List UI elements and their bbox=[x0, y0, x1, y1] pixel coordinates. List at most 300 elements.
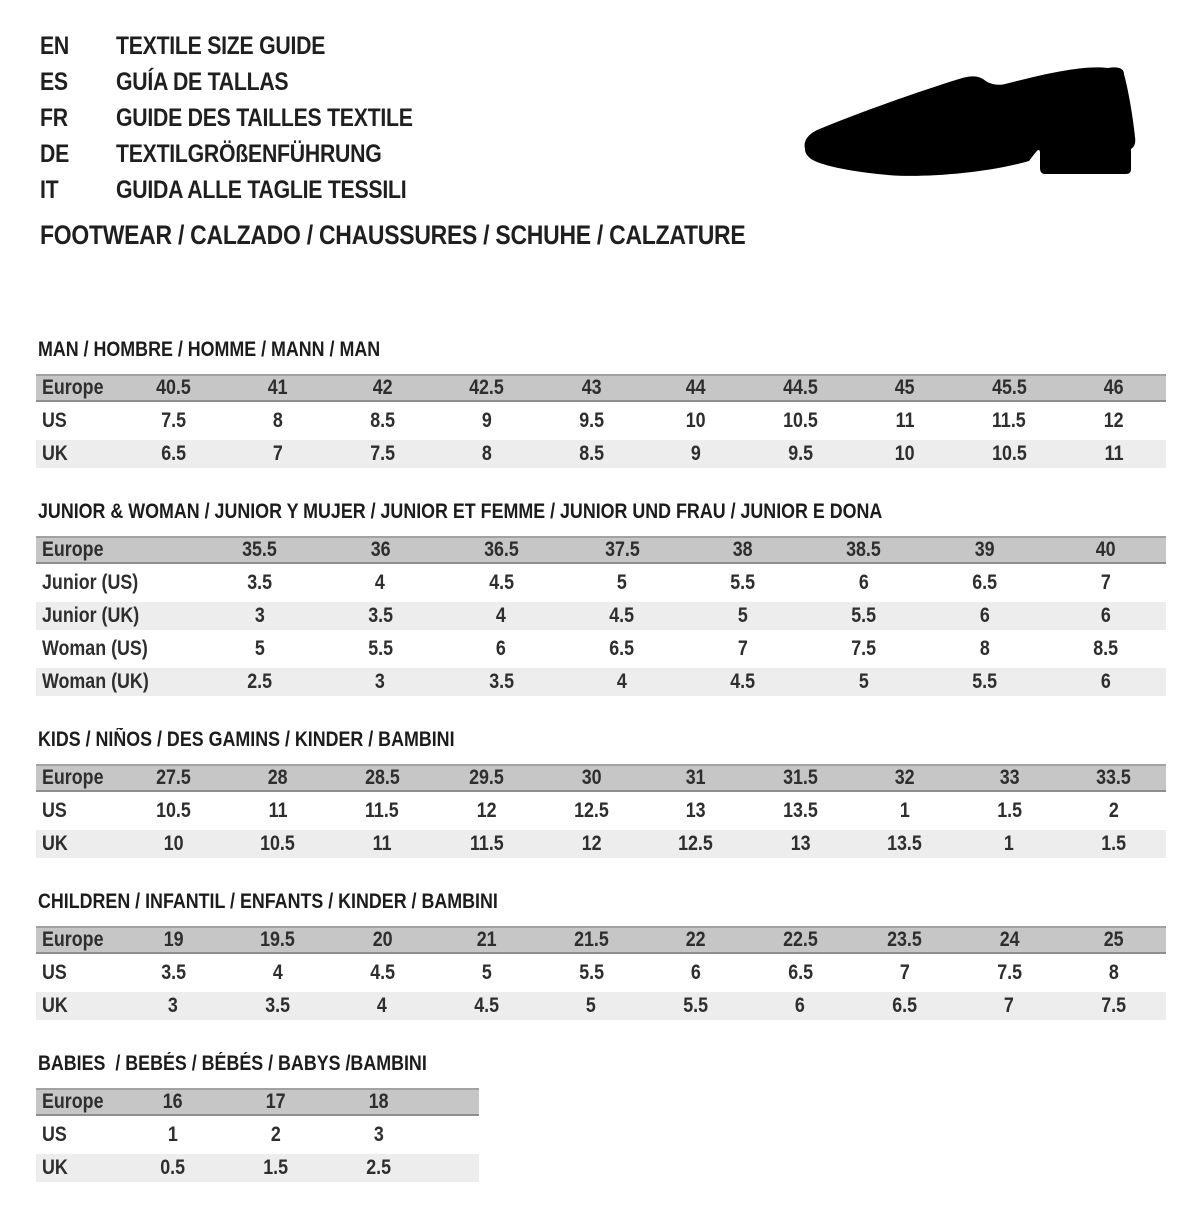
size-table-section-children bbox=[36, 890, 1166, 1020]
size-cell-text: 9 bbox=[690, 442, 701, 465]
table-header-row bbox=[36, 1088, 479, 1116]
size-cell-text: 46 bbox=[1103, 376, 1124, 399]
size-cell-text: 1 bbox=[899, 799, 910, 822]
size-cell bbox=[853, 376, 958, 400]
row-label bbox=[36, 994, 121, 1018]
size-cell bbox=[121, 409, 226, 433]
size-cell-text: 36.5 bbox=[483, 538, 519, 561]
size-cell bbox=[1062, 766, 1167, 790]
size-cell-text: 12.5 bbox=[678, 832, 714, 855]
row-label-text: Europe bbox=[42, 766, 104, 789]
size-cell-text: 30 bbox=[581, 766, 602, 789]
size-cell-text: 6 bbox=[496, 637, 507, 660]
size-cell bbox=[853, 409, 958, 433]
row-label bbox=[36, 637, 199, 661]
size-cell-text: 2 bbox=[1108, 799, 1119, 822]
size-cell bbox=[330, 928, 435, 952]
language-code bbox=[40, 68, 116, 97]
size-cell bbox=[199, 604, 320, 628]
size-cell-text: 10.5 bbox=[991, 442, 1027, 465]
language-list bbox=[40, 28, 465, 208]
size-cell bbox=[121, 376, 226, 400]
size-cell-text: 1.5 bbox=[263, 1156, 288, 1179]
language-code-text: DE bbox=[40, 139, 70, 168]
size-cell-text: 8 bbox=[1108, 961, 1119, 984]
size-cell bbox=[327, 1090, 430, 1114]
size-cell bbox=[441, 538, 562, 562]
size-cell bbox=[121, 994, 226, 1018]
language-label bbox=[116, 140, 428, 169]
size-cell bbox=[748, 409, 853, 433]
size-cell-text: 5 bbox=[858, 670, 869, 693]
size-cell bbox=[224, 1090, 327, 1114]
size-cell-text: 7.5 bbox=[996, 961, 1022, 984]
size-cell-text: 8 bbox=[481, 442, 492, 465]
size-cell bbox=[435, 766, 540, 790]
language-label-text: TEXTILGRÖßENFÜHRUNG bbox=[116, 139, 382, 168]
size-cell-text: 37.5 bbox=[604, 538, 640, 561]
size-cell-text: 7.5 bbox=[160, 409, 186, 432]
size-cell-text: 1 bbox=[1004, 832, 1015, 855]
size-cell-text: 5 bbox=[481, 961, 492, 984]
size-cell bbox=[644, 376, 749, 400]
size-cell-text: 7 bbox=[1100, 571, 1111, 594]
size-cell-text: 3.5 bbox=[367, 604, 393, 627]
size-cell bbox=[803, 670, 924, 694]
language-label-text: GUIDA ALLE TAGLIE TESSILI bbox=[116, 175, 407, 204]
table-row bbox=[36, 407, 1166, 435]
size-cell bbox=[320, 538, 441, 562]
row-label-text: UK bbox=[42, 1156, 68, 1179]
size-cell-text: 23.5 bbox=[887, 928, 923, 951]
row-label-text: US bbox=[42, 799, 67, 822]
size-cell-text: 3.5 bbox=[265, 994, 291, 1017]
language-row bbox=[40, 100, 465, 136]
size-cell-text: 19 bbox=[163, 928, 184, 951]
table-header-row bbox=[36, 926, 1166, 954]
size-cell bbox=[957, 409, 1062, 433]
size-cell bbox=[853, 799, 958, 823]
size-cell-text: 10 bbox=[163, 832, 184, 855]
size-cell bbox=[226, 961, 331, 985]
row-label bbox=[36, 409, 121, 433]
section-title bbox=[38, 500, 1166, 523]
size-cell-text: 10 bbox=[685, 409, 706, 432]
size-cell bbox=[644, 799, 749, 823]
language-code bbox=[40, 32, 116, 61]
size-cell bbox=[683, 670, 804, 694]
size-cell-text: 25 bbox=[1103, 928, 1124, 951]
size-cell-text: 11.5 bbox=[365, 799, 400, 822]
size-cell-text: 42 bbox=[372, 376, 393, 399]
size-cell bbox=[1062, 928, 1167, 952]
size-cell-text: 3 bbox=[375, 670, 386, 693]
row-label-text: US bbox=[42, 961, 67, 984]
size-cell-text: 5.5 bbox=[851, 604, 877, 627]
size-cell-text: 1.5 bbox=[1101, 832, 1127, 855]
size-cell bbox=[1062, 442, 1167, 466]
size-cell bbox=[121, 928, 226, 952]
row-label-text: UK bbox=[42, 994, 68, 1017]
row-label bbox=[36, 1090, 121, 1114]
size-cell-text: 45.5 bbox=[991, 376, 1027, 399]
size-cell-text: 1.5 bbox=[996, 799, 1022, 822]
size-cell bbox=[683, 604, 804, 628]
size-cell bbox=[683, 538, 804, 562]
size-cell-text: 12 bbox=[581, 832, 602, 855]
size-table-section-junior-woman bbox=[36, 500, 1166, 696]
size-cell-text: 5 bbox=[254, 637, 265, 660]
size-cell-text: 13.5 bbox=[887, 832, 923, 855]
size-cell-text: 38 bbox=[733, 538, 753, 561]
size-cell bbox=[853, 994, 958, 1018]
size-cell bbox=[224, 1156, 327, 1180]
size-cell bbox=[539, 409, 644, 433]
size-cell-text: 4.5 bbox=[474, 994, 500, 1017]
row-label-text: Europe bbox=[42, 928, 104, 951]
size-cell-text: 20 bbox=[372, 928, 393, 951]
size-cell bbox=[924, 538, 1045, 562]
size-cell-text: 11 bbox=[268, 799, 288, 822]
size-cell bbox=[539, 994, 644, 1018]
category-line-text: FOOTWEAR / CALZADO / CHAUSSURES / SCHUHE / CALZATURE bbox=[40, 220, 746, 250]
size-cell-text: 5.5 bbox=[972, 670, 998, 693]
size-cell bbox=[957, 376, 1062, 400]
size-cell bbox=[226, 409, 331, 433]
size-cell bbox=[1062, 409, 1167, 433]
size-cell bbox=[924, 604, 1045, 628]
size-cell-text: 2.5 bbox=[247, 670, 272, 693]
table-row bbox=[36, 602, 1166, 630]
row-label bbox=[36, 928, 121, 952]
size-cell bbox=[924, 637, 1045, 661]
size-cell-text: 5 bbox=[586, 994, 597, 1017]
size-cell bbox=[330, 376, 435, 400]
size-cell bbox=[121, 1090, 224, 1114]
row-label bbox=[36, 961, 121, 985]
size-cell bbox=[683, 637, 804, 661]
size-cell bbox=[330, 994, 435, 1018]
size-cell-text: 12.5 bbox=[573, 799, 609, 822]
size-cell-text: 9.5 bbox=[578, 409, 604, 432]
size-cell-text: 21 bbox=[476, 928, 497, 951]
size-cell bbox=[539, 961, 644, 985]
size-cell bbox=[748, 766, 853, 790]
language-row bbox=[40, 64, 465, 100]
section-title-text: CHILDREN / INFANTIL / ENFANTS / KINDER / BAMBINI bbox=[38, 890, 498, 913]
size-cell bbox=[435, 799, 540, 823]
size-cell-text: 8.5 bbox=[1093, 637, 1118, 660]
size-cell bbox=[539, 928, 644, 952]
table-row bbox=[36, 959, 1166, 987]
size-cell-text: 44.5 bbox=[782, 376, 818, 399]
size-cell-text: 13 bbox=[685, 799, 706, 822]
size-cell bbox=[327, 1156, 430, 1180]
size-cell-text: 38.5 bbox=[846, 538, 882, 561]
size-cell bbox=[1062, 994, 1167, 1018]
size-cell-text: 5.5 bbox=[730, 571, 756, 594]
table-row bbox=[36, 635, 1166, 663]
size-cell-text: 39 bbox=[974, 538, 995, 561]
row-label bbox=[36, 832, 121, 856]
size-cell-text: 5.5 bbox=[683, 994, 709, 1017]
size-cell-text: 4 bbox=[617, 670, 628, 693]
size-cell-text: 6 bbox=[979, 604, 990, 627]
size-cell bbox=[562, 637, 683, 661]
size-cell-text: 8 bbox=[272, 409, 283, 432]
size-cell-text: 10.5 bbox=[155, 799, 191, 822]
size-cell bbox=[748, 376, 853, 400]
size-cell-text: 4 bbox=[377, 994, 388, 1017]
size-cell bbox=[853, 928, 958, 952]
size-cell bbox=[924, 571, 1045, 595]
size-cell bbox=[1062, 376, 1167, 400]
table-row bbox=[36, 797, 1166, 825]
size-cell bbox=[562, 538, 683, 562]
size-cell bbox=[121, 832, 226, 856]
size-table-section-man bbox=[36, 338, 1166, 468]
size-table-section-babies bbox=[36, 1052, 1166, 1182]
language-code bbox=[40, 176, 116, 205]
size-cell-text: 11.5 bbox=[469, 832, 504, 855]
size-cell-text: 42.5 bbox=[469, 376, 505, 399]
size-cell bbox=[957, 832, 1062, 856]
table-header-row bbox=[36, 374, 1166, 402]
section-title bbox=[38, 728, 1166, 751]
table-row bbox=[36, 1121, 479, 1149]
size-cell-text: 44 bbox=[685, 376, 706, 399]
row-label bbox=[36, 538, 199, 562]
size-cell bbox=[644, 766, 749, 790]
size-cell-text: 7 bbox=[899, 961, 910, 984]
size-cell-text: 10.5 bbox=[782, 409, 818, 432]
section-title-text: KIDS / NIÑOS / DES GAMINS / KINDER / BAMBINI bbox=[38, 728, 455, 751]
size-cell-text: 31 bbox=[685, 766, 706, 789]
row-label bbox=[36, 571, 199, 595]
row-label-text: US bbox=[42, 409, 67, 432]
size-cell-text: 6 bbox=[795, 994, 806, 1017]
language-label-text: GUIDE DES TAILLES TEXTILE bbox=[116, 103, 413, 132]
size-cell-text: 29.5 bbox=[469, 766, 505, 789]
size-cell bbox=[853, 832, 958, 856]
size-cell bbox=[562, 670, 683, 694]
size-cell bbox=[121, 961, 226, 985]
size-cell-text: 4 bbox=[272, 961, 283, 984]
size-cell bbox=[199, 538, 320, 562]
size-cell-text: 21.5 bbox=[573, 928, 609, 951]
size-cell bbox=[441, 670, 562, 694]
size-cell-text: 6.5 bbox=[972, 571, 998, 594]
size-cell-text: 19.5 bbox=[260, 928, 296, 951]
size-cell-text: 11 bbox=[895, 409, 915, 432]
size-cell-text: 8 bbox=[979, 637, 990, 660]
size-cell bbox=[562, 571, 683, 595]
size-cell-text: 22.5 bbox=[782, 928, 818, 951]
size-cell bbox=[330, 961, 435, 985]
size-cell-text: 6 bbox=[858, 571, 869, 594]
language-code-text: FR bbox=[40, 103, 68, 132]
size-cell bbox=[435, 409, 540, 433]
size-cell-text: 6 bbox=[1100, 604, 1111, 627]
language-label bbox=[116, 104, 465, 133]
table-header-row bbox=[36, 764, 1166, 792]
size-cell-text: 7.5 bbox=[369, 442, 395, 465]
language-label bbox=[116, 176, 458, 205]
row-label-text: Europe bbox=[42, 376, 104, 399]
size-cell bbox=[644, 442, 749, 466]
size-cell-text: 28.5 bbox=[364, 766, 400, 789]
size-cell bbox=[435, 376, 540, 400]
size-cell-text: 4 bbox=[496, 604, 507, 627]
language-row bbox=[40, 136, 465, 172]
size-cell-text: 33 bbox=[999, 766, 1020, 789]
section-title bbox=[38, 890, 1166, 913]
row-label bbox=[36, 1156, 121, 1180]
size-cell bbox=[748, 961, 853, 985]
size-cell-text: 9 bbox=[481, 409, 492, 432]
size-cell bbox=[121, 1123, 224, 1147]
size-cell-text: 18 bbox=[368, 1090, 389, 1113]
size-cell-text: 11 bbox=[1104, 442, 1124, 465]
size-cell-text: 5 bbox=[737, 604, 748, 627]
size-cell bbox=[748, 442, 853, 466]
size-cell bbox=[226, 928, 331, 952]
size-cell bbox=[562, 604, 683, 628]
section-title-text: BABIES / BEBÉS / BÉBÉS / BABYS /BAMBINI bbox=[38, 1052, 427, 1075]
size-cell-text: 40.5 bbox=[155, 376, 191, 399]
size-cell bbox=[957, 766, 1062, 790]
table-row bbox=[36, 440, 1166, 468]
table-row bbox=[36, 992, 1166, 1020]
size-cell bbox=[853, 766, 958, 790]
size-cell bbox=[1045, 637, 1166, 661]
size-cell-text: 11 bbox=[372, 832, 392, 855]
size-cell-text: 17 bbox=[265, 1090, 286, 1113]
size-cell-text: 4 bbox=[375, 571, 386, 594]
category-line bbox=[40, 220, 870, 251]
section-title bbox=[38, 338, 1166, 361]
size-cell bbox=[320, 604, 441, 628]
table-row bbox=[36, 1154, 479, 1182]
dress-shoe-icon bbox=[802, 60, 1142, 182]
size-cell bbox=[803, 571, 924, 595]
size-cell-text: 13 bbox=[790, 832, 811, 855]
row-label-text: Junior (UK) bbox=[42, 604, 140, 627]
row-label-text: Junior (US) bbox=[42, 571, 139, 594]
language-code bbox=[40, 104, 116, 133]
size-cell-text: 36 bbox=[370, 538, 391, 561]
size-cell bbox=[853, 961, 958, 985]
size-cell-text: 28 bbox=[267, 766, 288, 789]
size-cell bbox=[199, 637, 320, 661]
size-cell bbox=[435, 928, 540, 952]
size-cell-text: 5.5 bbox=[578, 961, 604, 984]
size-cell bbox=[435, 442, 540, 466]
size-cell bbox=[957, 928, 1062, 952]
size-cell-text: 12 bbox=[476, 799, 497, 822]
size-cell bbox=[226, 832, 331, 856]
size-cell-text: 3 bbox=[254, 604, 265, 627]
size-cell-text: 6.5 bbox=[892, 994, 918, 1017]
language-label bbox=[116, 32, 362, 61]
size-cell bbox=[327, 1123, 430, 1147]
size-tables bbox=[36, 338, 1166, 1214]
size-cell-text: 6 bbox=[690, 961, 701, 984]
size-cell bbox=[924, 670, 1045, 694]
language-label-text: TEXTILE SIZE GUIDE bbox=[116, 31, 326, 60]
size-cell bbox=[853, 442, 958, 466]
size-cell-text: 7 bbox=[1004, 994, 1015, 1017]
size-cell bbox=[644, 928, 749, 952]
size-cell bbox=[435, 832, 540, 856]
size-cell bbox=[320, 571, 441, 595]
size-cell bbox=[441, 604, 562, 628]
row-label bbox=[36, 604, 199, 628]
size-cell bbox=[441, 571, 562, 595]
language-label-text: GUÍA DE TALLAS bbox=[116, 67, 289, 96]
size-cell bbox=[539, 832, 644, 856]
row-label-text: Woman (UK) bbox=[42, 670, 149, 693]
size-cell-text: 3.5 bbox=[160, 961, 186, 984]
size-cell bbox=[121, 1156, 224, 1180]
size-cell bbox=[320, 637, 441, 661]
size-cell-text: 8.5 bbox=[369, 409, 395, 432]
row-label-text: Woman (US) bbox=[42, 637, 148, 660]
table-header-row bbox=[36, 536, 1166, 564]
size-cell-text: 4.5 bbox=[609, 604, 635, 627]
size-cell bbox=[226, 376, 331, 400]
size-cell-text: 6.5 bbox=[609, 637, 635, 660]
size-cell bbox=[748, 994, 853, 1018]
size-cell bbox=[441, 637, 562, 661]
size-cell bbox=[435, 961, 540, 985]
language-code bbox=[40, 140, 116, 169]
section-title-text: MAN / HOMBRE / HOMME / MANN / MAN bbox=[38, 338, 381, 361]
size-cell bbox=[957, 799, 1062, 823]
size-cell bbox=[803, 538, 924, 562]
language-label bbox=[116, 68, 319, 97]
size-cell bbox=[957, 994, 1062, 1018]
size-cell bbox=[539, 799, 644, 823]
size-cell-text: 7.5 bbox=[1101, 994, 1127, 1017]
size-cell-text: 40 bbox=[1095, 538, 1116, 561]
size-cell-text: 1 bbox=[167, 1123, 178, 1146]
size-cell bbox=[1045, 670, 1166, 694]
row-label bbox=[36, 670, 199, 694]
size-cell bbox=[320, 670, 441, 694]
size-cell-text: 32 bbox=[894, 766, 915, 789]
size-cell bbox=[803, 637, 924, 661]
size-cell-text: 6 bbox=[1100, 670, 1111, 693]
size-cell-text: 5 bbox=[617, 571, 628, 594]
size-cell bbox=[226, 799, 331, 823]
size-cell bbox=[644, 832, 749, 856]
size-cell-text: 31.5 bbox=[782, 766, 818, 789]
size-cell bbox=[1062, 832, 1167, 856]
row-label bbox=[36, 799, 121, 823]
size-cell-text: 27.5 bbox=[155, 766, 191, 789]
row-label-text: Europe bbox=[42, 538, 104, 561]
size-cell-text: 7 bbox=[272, 442, 283, 465]
size-cell-text: 4.5 bbox=[730, 670, 756, 693]
size-cell-text: 0.5 bbox=[160, 1156, 185, 1179]
size-cell bbox=[330, 442, 435, 466]
row-label-text: Europe bbox=[42, 1090, 104, 1113]
language-row bbox=[40, 28, 465, 64]
size-cell bbox=[330, 832, 435, 856]
size-cell-text: 6.5 bbox=[160, 442, 186, 465]
row-label bbox=[36, 442, 121, 466]
